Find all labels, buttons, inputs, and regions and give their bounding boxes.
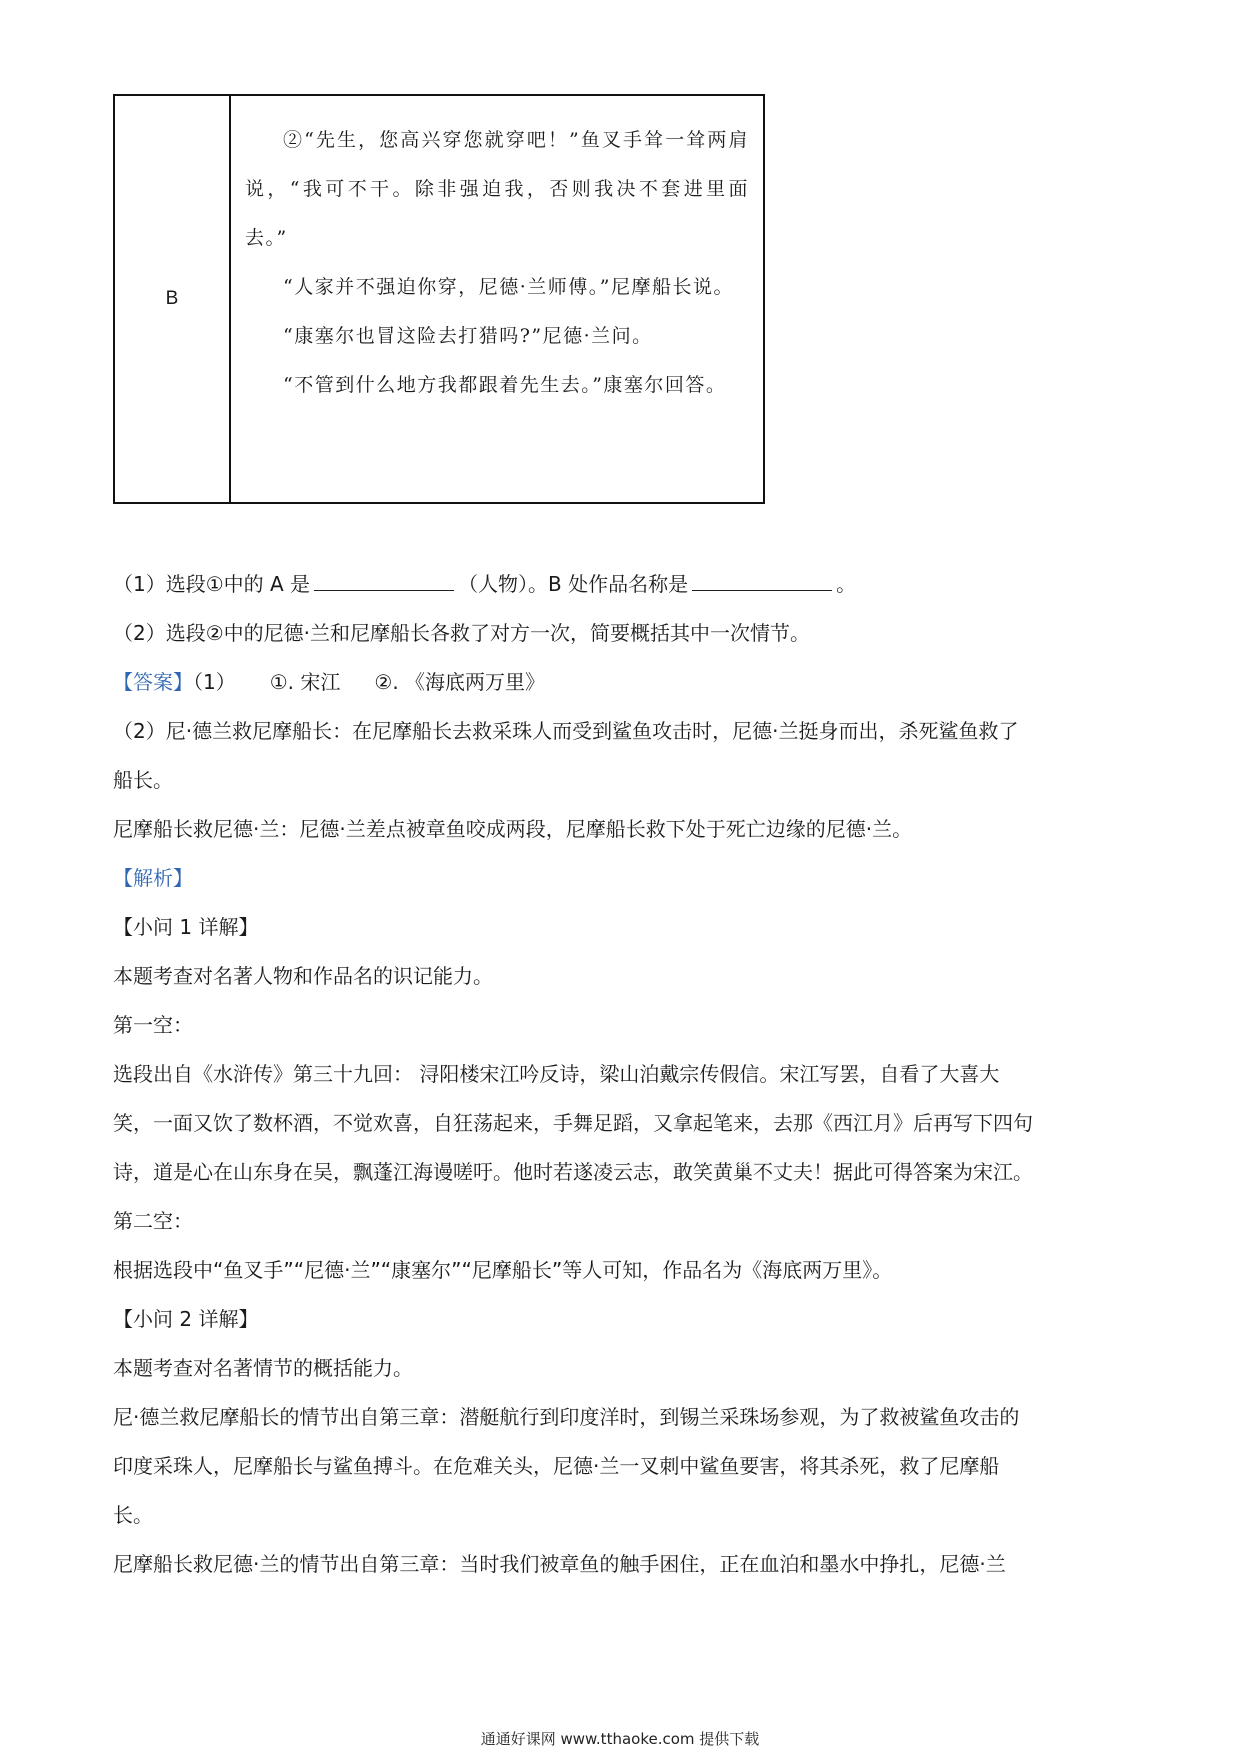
analysis-line: 尼摩船长救尼德·兰的情节出自第三章：当时我们被章鱼的触手困住，正在血泊和墨水中挣扎，尼德·兰 xyxy=(113,1552,1006,1576)
answer-tag: 【答案】 xyxy=(113,670,193,694)
analysis-line: 笑，一面又饮了数杯酒，不觉欢喜，自狂荡起来，手舞足蹈，又拿起笔来，去那《西江月》后再写下四句 xyxy=(113,1111,1033,1135)
answer-line: 【答案】（1） ①. 宋江 ②. 《海底两万里》 xyxy=(113,670,546,694)
table-text-cell xyxy=(231,96,763,502)
answer-blank xyxy=(692,589,832,591)
analysis-tag: 【解析】 xyxy=(113,866,193,890)
analysis-line: 尼·德兰救尼摩船长的情节出自第三章：潜艇航行到印度洋时，到锡兰采珠场参观，为了救被鲨鱼攻击的 xyxy=(113,1405,1020,1429)
excerpt-paragraph: “不管到什么地方我都跟着先生去。”康塞尔回答。 xyxy=(283,374,727,396)
answer-blank xyxy=(314,589,454,591)
analysis-line: 根据选段中“鱼叉手”“尼德·兰”“康塞尔”“尼摩船长”等人可知，作品名为《海底两万里》。 xyxy=(113,1258,893,1282)
analysis-line: 印度采珠人，尼摩船长与鲨鱼搏斗。在危难关头，尼德·兰一叉刺中鲨鱼要害，将其杀死，救了尼摩船 xyxy=(113,1454,1000,1478)
excerpt-table xyxy=(113,94,765,504)
analysis-line: 本题考查对名著情节的概括能力。 xyxy=(113,1356,413,1380)
question-1: （1）选段①中的 A 是 （人物）。B 处作品名称是 。 xyxy=(113,572,857,596)
analysis-line: 第二空： xyxy=(113,1209,193,1233)
page-footer: 通通好课网 www.tthaoke.com 提供下载 xyxy=(480,1730,760,1748)
answer-q2-line: （2）尼·德兰救尼摩船长：在尼摩船长去救采珠人而受到鲨鱼攻击时，尼德·兰挺身而出，杀死鲨鱼救了 xyxy=(113,719,1019,743)
answer-q2-line: 尼摩船长救尼德·兰：尼德·兰差点被章鱼咬成两段，尼摩船长救下处于死亡边缘的尼德·兰。 xyxy=(113,817,913,841)
excerpt-paragraph: “康塞尔也冒这险去打猎吗?”尼德·兰问。 xyxy=(283,325,653,347)
excerpt-paragraph: “人家并不强迫你穿，尼德·兰师傅。”尼摩船长说。 xyxy=(283,276,734,298)
analysis-line: 选段出自《水浒传》第三十九回： 浔阳楼宋江吟反诗，梁山泊戴宗传假信。宋江写罢，自看了大喜大 xyxy=(113,1062,1000,1086)
answer-q2-line: 船长。 xyxy=(113,768,173,792)
subquestion-heading: 【小问 2 详解】 xyxy=(113,1307,259,1331)
analysis-line: 长。 xyxy=(113,1503,153,1527)
answer-option-1: ①. 宋江 xyxy=(269,670,341,694)
analysis-line: 本题考查对名著人物和作品名的识记能力。 xyxy=(113,964,493,988)
question-2: （2）选段②中的尼德·兰和尼摩船长各救了对方一次，简要概括其中一次情节。 xyxy=(113,621,811,645)
analysis-line: 第一空： xyxy=(113,1013,193,1037)
subquestion-heading: 【小问 1 详解】 xyxy=(113,915,259,939)
analysis-line: 诗，道是心在山东身在吴，飘蓬江海谩嗟吁。他时若遂凌云志，敢笑黄巢不丈夫！据此可得答案为宋江。 xyxy=(113,1160,1033,1184)
table-label-cell: B xyxy=(115,96,231,502)
body-text xyxy=(113,560,1133,1589)
excerpt-paragraph: ②“先生，您高兴穿您就穿吧！”鱼叉手耸一耸两肩说，“我可不干。除非强迫我，否则我决不套进里面去。” xyxy=(245,129,749,249)
answer-option-2: ②. 《海底两万里》 xyxy=(374,670,546,694)
